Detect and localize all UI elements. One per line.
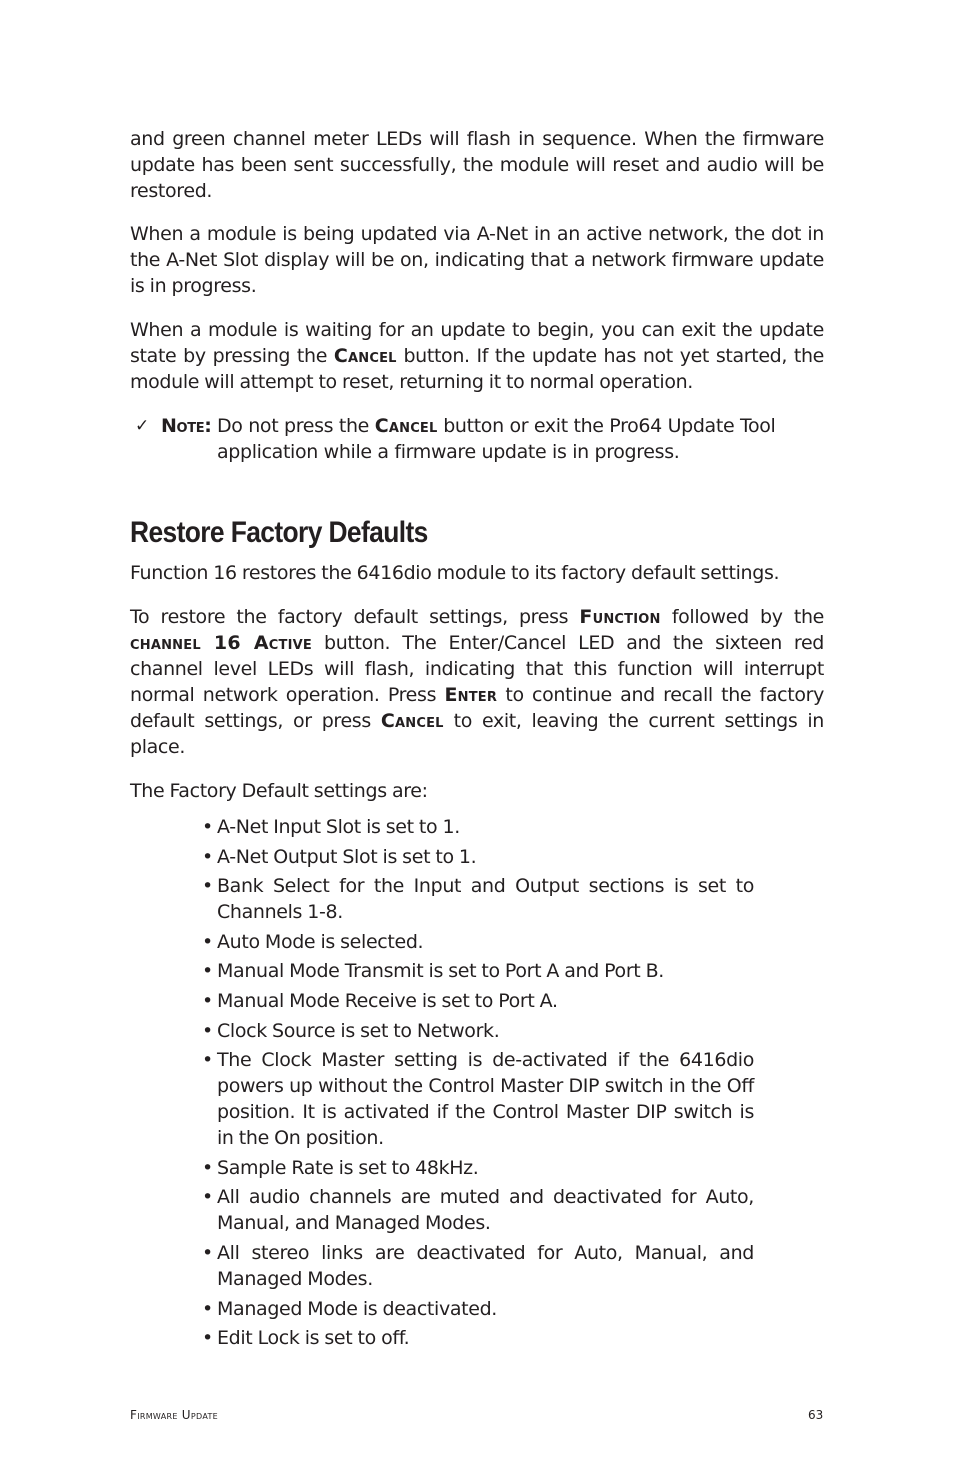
list-item-text: Managed Mode is deactivated.: [217, 1297, 497, 1320]
section-paragraph-2: [130, 604, 824, 760]
bullet-icon: •: [202, 816, 213, 838]
key-function: Function: [579, 606, 661, 628]
note-block: [130, 413, 824, 465]
list-item-text: All audio channels are muted and deactivated for Auto, Manual, and Managed Modes.: [217, 1186, 754, 1235]
list-item-text: Manual Mode Receive is set to Port A.: [217, 989, 558, 1012]
footer-page-number: 63: [808, 1408, 824, 1422]
list-item-text: Clock Source is set to Network.: [217, 1019, 500, 1042]
list-item-text: The Clock Master setting is de-activated if the 6416dio powers up without the Control Master DIP switch in the Off position. It is activated if the Control Master DIP switch is in the On position.: [217, 1049, 754, 1150]
list-item-text: Sample Rate is set to 48kHz.: [217, 1156, 479, 1179]
text-run: When a module is waiting for an update to begin, you can exit the update state by pressing the: [130, 319, 824, 367]
checkmark-icon: ✓: [135, 416, 149, 436]
bullet-icon: •: [202, 875, 213, 898]
list-item: [202, 1296, 754, 1322]
text-run: button or exit the Pro64 Update Tool application while a firmware update is in progress.: [217, 415, 776, 463]
list-item: [202, 988, 754, 1014]
key-cancel: Cancel: [380, 710, 444, 732]
list-item: [202, 1325, 754, 1351]
bullet-icon: •: [202, 845, 213, 868]
key-cancel: Cancel: [333, 345, 397, 367]
bullet-icon: •: [202, 1327, 213, 1350]
section-heading: Restore Factory Defaults: [130, 516, 428, 549]
key-cancel: Cancel: [374, 415, 438, 437]
list-item: [202, 1018, 754, 1044]
footer-section-title: Firmware Update: [130, 1408, 219, 1422]
list-item: [202, 1047, 754, 1151]
section-paragraph-1: Function 16 restores the 6416dio module to its factory default settings.: [130, 562, 780, 584]
list-item: [202, 1184, 754, 1236]
list-item: [202, 929, 754, 955]
text-run: button. If the update has not yet started, the module will attempt to reset, returning it to normal operation.: [130, 345, 825, 393]
defaults-list: [130, 814, 754, 1351]
intro-paragraph-1: and green channel meter LEDs will flash in sequence. When the firmware update has been sent successfully, the module will reset and audio will be restored.: [130, 128, 824, 202]
bullet-icon: •: [202, 1297, 213, 1320]
text-run: to continue and recall the factory default settings, or press: [130, 684, 824, 732]
list-item-text: All stereo links are deactivated for Auto, Manual, and Managed Modes.: [217, 1241, 754, 1290]
list-item-text: Edit Lock is set to off.: [217, 1327, 410, 1350]
key-enter: Enter: [444, 684, 498, 706]
bullet-icon: •: [202, 989, 213, 1012]
list-item: [202, 873, 754, 925]
text-run: Do not press the: [217, 415, 375, 437]
list-item-text: A-Net Input Slot is set to 1.: [217, 816, 460, 838]
text-run: to exit, leaving the current settings in place.: [130, 710, 825, 758]
bullet-icon: •: [202, 1186, 213, 1209]
bullet-icon: •: [202, 1049, 213, 1072]
bullet-icon: •: [202, 1156, 213, 1179]
list-item: [202, 814, 754, 840]
section-paragraph-3: The Factory Default settings are:: [130, 780, 428, 802]
list-item-text: A-Net Output Slot is set to 1.: [217, 845, 477, 868]
list-item: [202, 958, 754, 984]
key-channel-16-active: channel 16 Active: [130, 632, 312, 654]
list-item-text: Auto Mode is selected.: [217, 930, 424, 953]
list-item: [202, 1155, 754, 1181]
text-run: followed by the: [660, 606, 824, 628]
intro-paragraph-3: [130, 317, 824, 395]
page-content: [130, 126, 824, 1355]
note-label: Note:: [161, 415, 212, 437]
text-run: To restore the factory default settings, press: [130, 606, 580, 628]
bullet-icon: •: [202, 1241, 213, 1264]
list-item: [202, 1240, 754, 1292]
text-run: button. The Enter/Cancel LED and the sixteen red channel level LEDs will flash, indicating that this function will interrupt normal network operation. Press: [130, 632, 824, 706]
bullet-icon: •: [202, 930, 213, 953]
note-text: [217, 415, 775, 463]
bullet-icon: •: [202, 1019, 213, 1042]
list-item: [202, 844, 754, 870]
bullet-icon: •: [202, 960, 213, 983]
list-item-text: Bank Select for the Input and Output sections is set to Channels 1-8.: [217, 875, 754, 924]
intro-paragraph-2: When a module is being updated via A-Net in an active network, the dot in the A-Net Slot display will be on, indicating that a network firmware update is in progress.: [130, 223, 824, 297]
list-item-text: Manual Mode Transmit is set to Port A and Port B.: [217, 960, 664, 983]
